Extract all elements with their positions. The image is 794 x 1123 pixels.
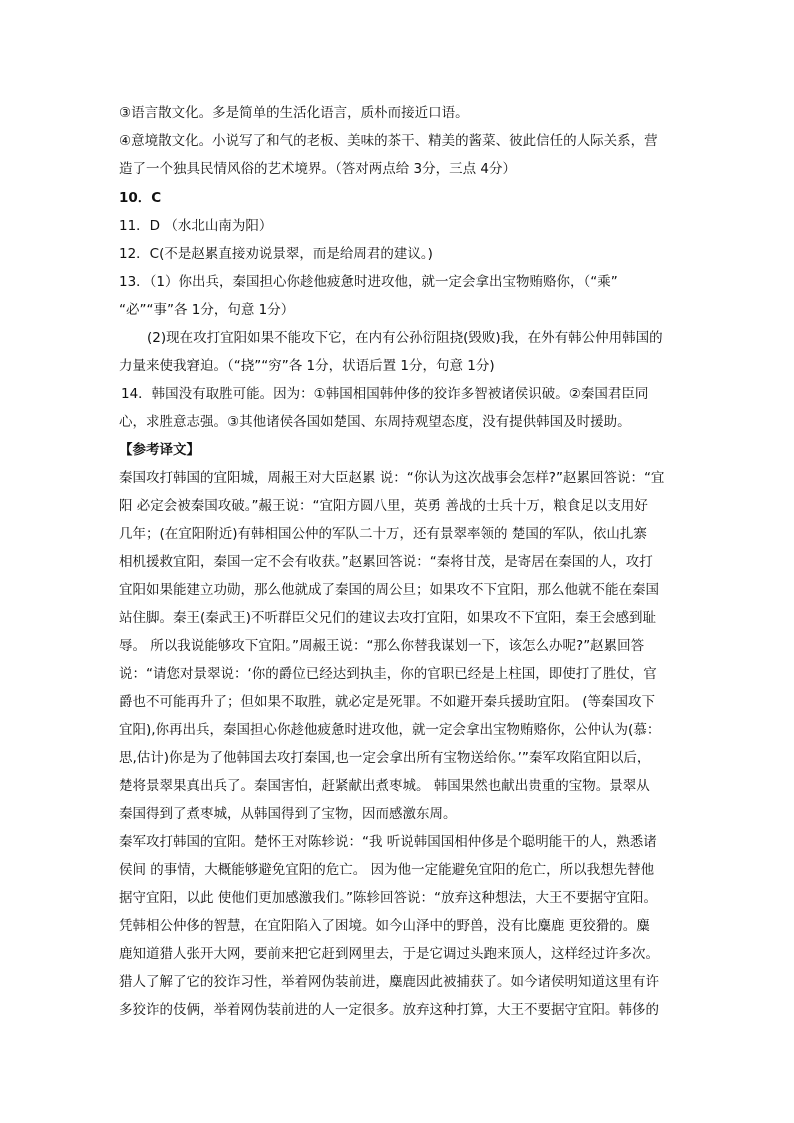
answer-line: ④意境散文化。小说写了和气的老板、美味的茶干、精美的酱菜、彼此信任的人际关系，营 [119, 133, 658, 149]
answer-12: 12．C(不是赵累直接劝说景翠，而是给周君的建议。) [119, 246, 433, 262]
translation-heading: 【参考译文】 [119, 442, 200, 458]
translation-line: 侯间 的事情，大概能够避免宜阳的危亡。 因为他一定能避免宜阳的危亡，所以我想先替他 [119, 862, 655, 878]
translation-line: 相机援救宜阳，秦国一定不会有收获。”赵累回答说：“秦将甘茂，是寄居在秦国的人，攻打 [119, 554, 653, 570]
answer-14-cont: 心，求胜意志强。③其他诸侯各国如楚国、东周持观望态度，没有提供韩国及时援助。 [119, 414, 631, 430]
answer-13-part1-cont: “必”“事”各 1分，句意 1分） [119, 302, 295, 318]
translation-line: 多狡诈的伎俩，举着网伪装前进的人一定很多。放弃这种打算，大王不要据守宜阳。韩侈的 [119, 1002, 659, 1018]
translation-line: 秦国得到了煮枣城，从韩国得到了宝物，因而感激东周。 [119, 806, 457, 822]
translation-line: 宜阳),你再出兵，秦国担心你趁他疲惫时进攻他，就一定会拿出宝物贿赂你，公仲认为(慕： [119, 722, 661, 738]
answer-line: 造了一个独具民情风俗的艺术境界。（答对两点给 3分，三点 4分） [119, 161, 517, 177]
translation-line: 说：“请您对景翠说：‘你的爵位已经达到执圭，你的官职已经是上柱国，即使打了胜仗，官 [119, 666, 657, 682]
answer-11: 11．D （水北山南为阳） [119, 218, 273, 234]
translation-line: 站住脚。秦王(秦武王)不听群臣父兄们的建议去攻打宜阳，如果攻不下宜阳，秦王会感到耻 [119, 610, 657, 626]
translation-line: 凭韩相公仲侈的智慧，在宜阳陷入了困境。如今山泽中的野兽，没有比麋鹿 更狡猾的。麋 [119, 918, 650, 934]
translation-line: 秦军攻打韩国的宜阳。楚怀王对陈轸说：“我 听说韩国国相仲侈是个聪明能干的人，熟悉诸 [119, 834, 657, 850]
translation-line: 宜阳如果能建立功勋，那么他就成了秦国的周公旦；如果攻不下宜阳，那么他就不能在秦国 [119, 582, 659, 598]
answer-14: 14．韩国没有取胜可能。因为：①韩国相国韩仲侈的狡诈多智被诸侯识破。②秦国君臣同 [121, 386, 649, 402]
translation-line: 几年；(在宜阳附近)有韩相国公仲的军队二十万，还有景翠率领的 楚国的军队，依山扎寨 [119, 526, 647, 542]
answer-13-part2-cont: 力量来使我窘迫。（“挠”“穷”各 1分，状语后置 1分，句意 1分) [119, 358, 495, 374]
translation-line: 猎人了解了它的狡诈习性，举着网伪装前进，麋鹿因此被捕获了。如今诸侯明知道这里有许 [119, 974, 659, 990]
translation-line: 秦国攻打韩国的宜阳城，周赧王对大臣赵累 说：“你认为这次战事会怎样?”赵累回答说：“宜 [119, 470, 665, 486]
translation-line: 阳 必定会被秦国攻破。”赧王说：“宜阳方圆八里，英勇 善战的士兵十万，粮食足以支用好 [119, 498, 648, 514]
answer-line: ③语言散文化。多是简单的生活化语言，质朴而接近口语。 [119, 105, 469, 121]
answer-13-part2: (2)现在攻打宜阳如果不能攻下它，在内有公孙衍阻挠(毁败)我，在外有韩公仲用韩国的 [147, 330, 663, 346]
translation-line: 据守宜阳，以此 使他们更加感激我们。”陈轸回答说：“放弃这种想法，大王不要据守宜阳。 [119, 890, 658, 906]
translation-line: 爵也不可能再升了；但如果不取胜，就必定是死罪。不如避开秦兵援助宜阳。 (等秦国攻下 [119, 694, 656, 710]
translation-line: 鹿知道猎人张开大网，要前来把它赶到网里去，于是它调过头跑来顶人，这样经过许多次。 [119, 946, 659, 962]
translation-line: 楚将景翠果真出兵了。秦国害怕，赶紧献出煮枣城。 韩国果然也献出贵重的宝物。景翠从 [119, 778, 650, 794]
translation-line: 辱。 所以我说能够攻下宜阳。”周赧王说：“那么你替我谋划一下，该怎么办呢?”赵累回答 [119, 638, 645, 654]
answer-13-part1: 13．（1）你出兵，秦国担心你趁他疲惫时进攻他，就一定会拿出宝物贿赂你，（“乘” [119, 274, 618, 290]
translation-line: 思,估计)你是为了他韩国去攻打秦国,也一定会拿出所有宝物送给你。’”秦军攻陷宜阳以后， [119, 750, 651, 766]
answer-10: 10．C [119, 190, 162, 206]
